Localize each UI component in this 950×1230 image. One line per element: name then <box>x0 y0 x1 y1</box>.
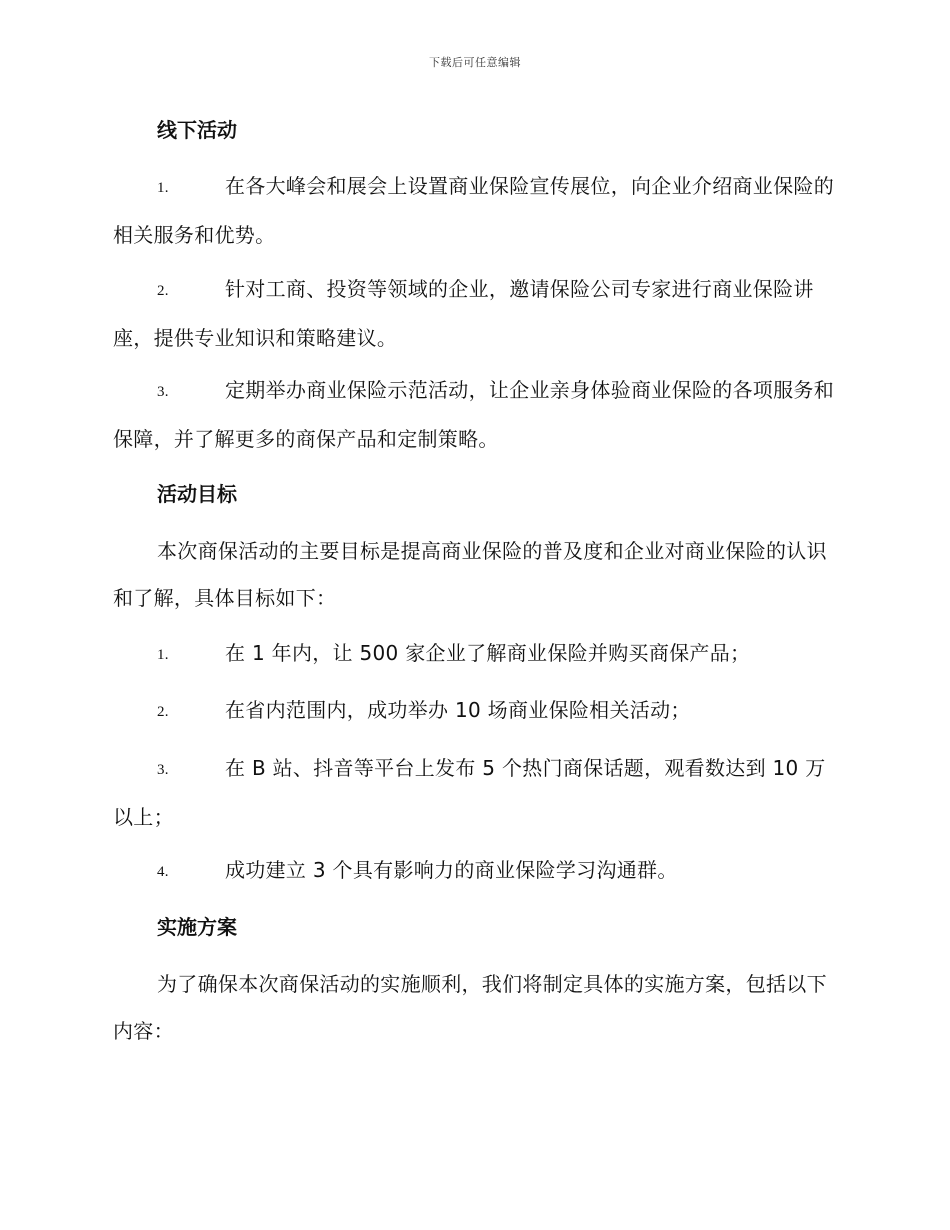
list-item <box>113 687 838 736</box>
list-item <box>113 266 838 362</box>
list-text: 成功建立 3 个具有影响力的商业保险学习沟通群。 <box>225 858 678 882</box>
section-title-goals: 活动目标 <box>157 482 237 506</box>
list-text: 在 1 年内，让 500 家企业了解商业保险并购买商保产品； <box>225 641 751 665</box>
list-number: 3. <box>157 384 169 400</box>
goals-intro: 本次商保活动的主要目标是提高商业保险的普及度和企业对商业保险的认识和了解，具体目标如下： <box>113 539 827 610</box>
list-number: 3. <box>157 762 169 778</box>
list-number: 2. <box>157 704 169 720</box>
list-number: 2. <box>157 283 169 299</box>
section-title-offline: 线下活动 <box>157 118 237 142</box>
list-number: 4. <box>157 864 169 880</box>
list-number: 1. <box>157 180 169 196</box>
plan-intro: 为了确保本次商保活动的实施顺利，我们将制定具体的实施方案，包括以下内容： <box>113 972 827 1043</box>
list-item <box>113 163 838 259</box>
list-text: 定期举办商业保险示范活动，让企业亲身体验商业保险的各项服务和保障，并了解更多的商保产品和定制策略。 <box>113 378 834 451</box>
list-item <box>113 630 838 679</box>
list-text: 在省内范围内，成功举办 10 场商业保险相关活动； <box>225 698 691 722</box>
page-header: 下载后可任意编辑 <box>429 56 521 69</box>
list-item <box>113 367 838 463</box>
section-title-plan: 实施方案 <box>157 915 237 939</box>
list-item <box>113 745 838 841</box>
list-text: 针对工商、投资等领域的企业，邀请保险公司专家进行商业保险讲座，提供专业知识和策略建议。 <box>113 277 814 350</box>
list-text: 在 B 站、抖音等平台上发布 5 个热门商保话题，观看数达到 10 万以上； <box>113 756 826 829</box>
list-number: 1. <box>157 647 169 663</box>
list-text: 在各大峰会和展会上设置商业保险宣传展位，向企业介绍商业保险的相关服务和优势。 <box>113 174 834 247</box>
list-item <box>113 847 838 896</box>
